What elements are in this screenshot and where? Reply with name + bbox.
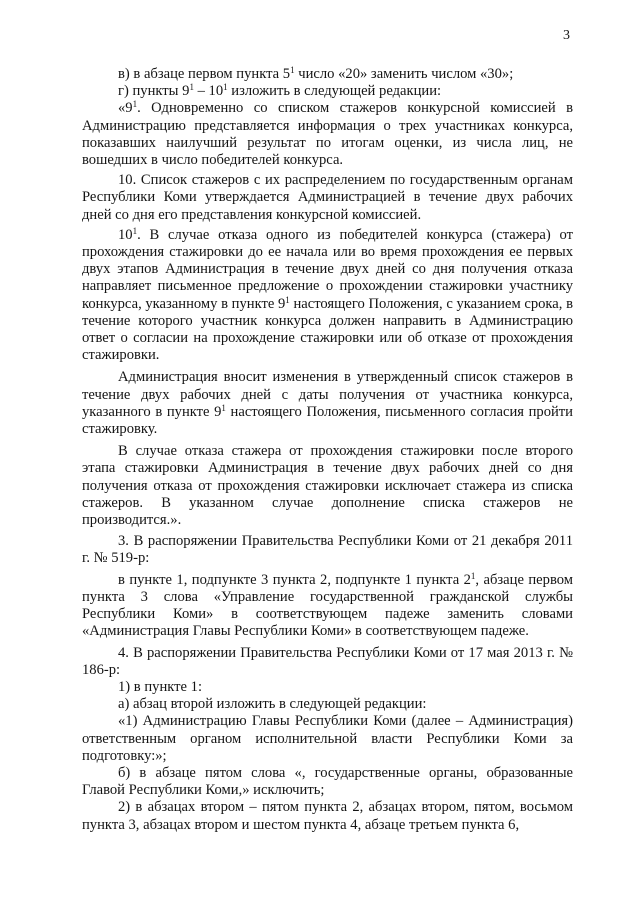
paragraph-10-1: $10^1$. В случае отказа одного из победителей конкурса (стажера) от прохождения стажировки до ее начала или во время прохождения ее первых двух этапов Администрация в течение двух дней со дня получения отказа направляет письменное предложение о прохождении стажировки участнику конкурса, указанному в пункте $9^1$ настоящего Положения, с указанием срока, в течение которого участник конкурса должен направить в Администрацию ответ о согласии на прохождение стажировки или об отказе от прохождения стажировки. [82,225,573,364]
paragraph-item-4-1-b: б) в абзаце пятом слова «, государственные органы, образованные Главой Республики Коми,» исключить; [82,764,573,799]
paragraph-refusal-after-second-stage: В случае отказа стажера от прохождения стажировки после второго этапа стажировки Администрация в течение двух рабочих дней со дня получения отказа от прохождения стажировки исключает стажера из списка стажеров. В указанном случае дополнение списка стажеров не производится.». [82,443,573,529]
page-number: 3 [563,28,570,43]
paragraph-9-1: «$9^1$. Одновременно со списком стажеров конкурсной комиссией в Администрацию представляется информация о трех участниках конкурса, показавших наилучший результат по итогам оценки, из числа лиц, не вошедших в число победителей конкурса. [82,99,573,169]
paragraph-10: 10. Список стажеров с их распределением по государственным органам Республики Коми утверждается Администрацией в течение двух рабочих дней со дня его представления конкурсной комиссией. [82,172,573,223]
paragraph-item-4: 4. В распоряжении Правительства Республики Коми от 17 мая 2013 г. № 186-р: [82,644,573,678]
paragraph-item-3: 3. В распоряжении Правительства Республики Коми от 21 декабря 2011 г. № 519-р: [82,533,573,567]
paragraph-item-4-2: 2) в абзацах втором – пятом пункта 2, абзацах втором, пятом, восьмом пункта 3, абзацах втором и шестом пункта 4, абзаце третьем пункта 6, [82,799,573,833]
paragraph-item-4-1-a-text: «1) Администрацию Главы Республики Коми (далее – Администрация) ответственным органом исполнительной власти Республики Коми за подготовку:»; [82,713,573,764]
paragraph-item-4-1: 1) в пункте 1: [118,678,203,695]
document-body [82,66,573,834]
paragraph-item-4-1-a: а) абзац второй изложить в следующей редакции: [118,696,427,713]
paragraph-administration-changes: Администрация вносит изменения в утвержденный список стажеров в течение двух рабочих дней с даты получения от участника конкурса, указанного в пункте $9^1$ настоящего Положения, письменного согласия пройти стажировку. [82,369,573,438]
paragraph-v: в) в абзаце первом пункта $5^1$ число «20» заменить числом «30»; [118,65,514,82]
paragraph-g: г) пункты $9^1 - 10^1$ изложить в следующей редакции: [118,82,442,100]
paragraph-item-3-text: в пункте 1, подпункте 3 пункта 2, подпункте 1 пункта $2^1$, абзаце первом пункта 3 слова «Управление государственной гражданской службы Республики Коми» в соответствующем падеже заменить словами «Администрация Главы Республики Коми» в соответствующем падеже. [82,570,573,640]
